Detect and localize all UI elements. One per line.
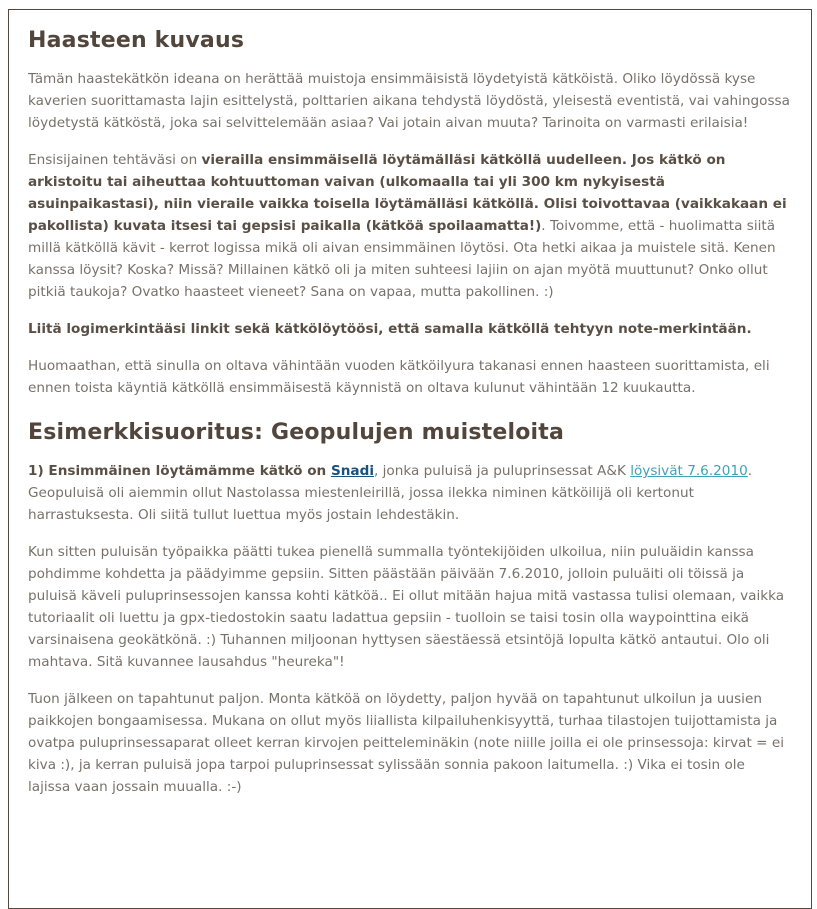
paragraph [28, 460, 791, 526]
bold-text-run: vierailla ensimmäisellä löytämälläsi kätköllä uudelleen. Jos kätkö on arkistoitu tai aiheuttaa kohtuuttoman vaivan (ulkomaalla tai yli 300 km nykyisestä asuinpaikastasi), niin vieraile vaikka toisella löytämälläsi kätköllä. Olisi toivottavaa (vaikkakaan ei pakollista) kuvata itsesi tai gepsisi paikalla (kätköä spoilaamatta!) [28, 152, 787, 234]
paragraph [28, 355, 791, 399]
text-run: Tämän haastekätkön ideana on herättää muistoja ensimmäisistä löydetyistä kätköistä. Oliko löydössä kyse kaverien suorittamasta lajin esittelystä, polttarien aikana tehdystä löydöstä, yleisestä eventistä, vai vahingossa löydetystä kätköstä, joka sai selvittelemään asiaa? Vai jotain aivan muuta? Tarinoita on varmasti erilaisia! [28, 71, 790, 131]
text-run: Tuon jälkeen on tapahtunut paljon. Monta kätköä on löydetty, paljon hyvää on tapahtunut ulkoilun ja uusien paikkojen bongaamisessa. Mukana on ollut myös liiallista kilpailuhenkisyyttä, turhaa tilastojen tuijottamista ja ovatpa puluprinsessaparat olleet kerran kirvojen peitteleminäkin (note niille joilla ei ole prinsessoja: kirvat = ei kiva :), ja kerran puluisä jopa tarpoi puluprinsessat sylissään sonnia pakoon laitumella. :) Vika ei tosin ole lajissa vaan jossain muualla. :-) [28, 691, 785, 795]
paragraph [28, 149, 791, 303]
paragraph [28, 68, 791, 134]
text-run: . Geopuluisä oli aiemmin ollut Nastolassa miestenleirillä, jossa ilekka niminen kätköilijä oli kertonut harrastuksesta. Oli siitä tullut luettua myös jostain lehdestäkin. [28, 463, 753, 523]
paragraph [28, 688, 791, 798]
snadi-cache-link[interactable]: Snadi [330, 463, 374, 479]
content-frame [8, 9, 812, 909]
bold-text-run: Liitä logimerkintääsi linkit sekä kätkölöytöösi, että samalla kätköllä tehtyyn note-merkintään. [28, 321, 752, 337]
text-run: , jonka puluisä ja puluprinsessat A&K [374, 463, 631, 479]
heading-haasteen-kuvaus: Haasteen kuvaus [28, 28, 245, 53]
heading-esimerkkisuoritus: Esimerkkisuoritus: Geopulujen muisteloita [28, 420, 565, 445]
text-run: Kun sitten puluisän työpaikka päätti tukea pienellä summalla työntekijöiden ulkoilua, niin puluäidin kanssa pohdimme kohdetta ja päädyimme gepsiin. Sitten päästään päivään 7.6.2010, jolloin puluäiti oli töissä ja puluisä käveli puluprinsessojen kanssa kohti kätköä.. Ei ollut mitään hajua mitä vastassa tulisi olemaan, vaikka tutoriaalit oli luettu ja gpx-tiedostokin saatu ladattua gepsiin - tuolloin se taisi tosin olla waypointtina eikä varsinaisena geokätkönä. :) Tuhannen miljoonan hyttysen säestäessä etsintöjä lopulta kätkö antautui. Olo oli mahtava. Sitä kuvannee lausahdus "heureka"! [28, 544, 785, 670]
cache-description [28, 28, 791, 798]
paragraph [28, 318, 791, 340]
text-run: Ensisijainen tehtäväsi on [28, 152, 202, 168]
bold-text-run: 1) Ensimmäinen löytämämme kätkö on [28, 463, 331, 479]
text-run: Huomaathan, että sinulla on oltava vähintään vuoden kätköilyura takanasi ennen haasteen suorittamista, eli ennen toista käyntiä kätköllä ensimmäisestä käynnistä on oltava kulunut vähintään 12 kuukautta. [28, 358, 770, 396]
paragraph [28, 541, 791, 673]
loysivat-log-link[interactable]: löysivät 7.6.2010 [630, 463, 748, 479]
text-run: . Toivomme, että - huolimatta siitä millä kätköllä kävit - kerrot logissa mikä oli aivan ensimmäinen löytösi. Ota hetki aikaa ja muistele sitä. Kenen kanssa löysit? Koska? Missä? Millainen kätkö oli ja miten suhteesi lajiin on ajan myötä muuttunut? Onko ollut pitkiä taukoja? Ovatko haasteet vieneet? Sana on vapaa, mutta pakollinen. :) [28, 218, 776, 300]
